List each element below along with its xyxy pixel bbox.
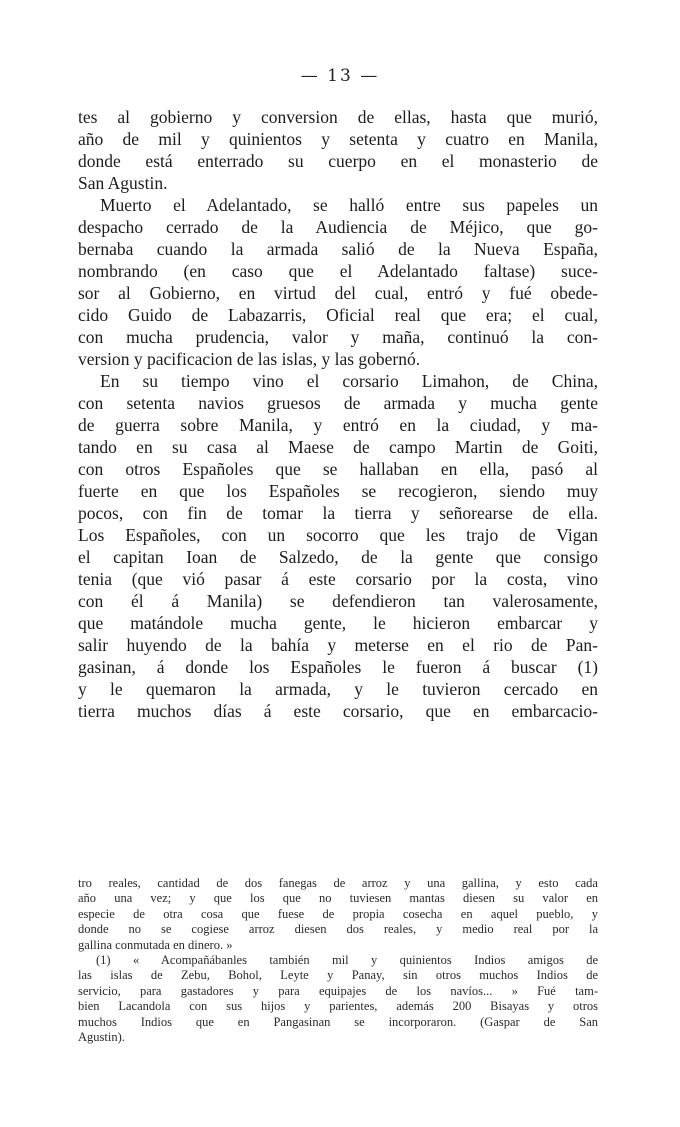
text-line: San Agustin. [78, 173, 168, 193]
text-line: donde está enterrado su cuerpo en el monasterio de [78, 151, 598, 171]
footnote-line: las islas de Zebu, Bohol, Leyte y Panay, sin otros muchos Indios de [78, 968, 598, 983]
text-line: que matándole mucha gente, le hicieron embarcar y [78, 613, 598, 633]
text-line: nombrando (en caso que el Adelantado faltase) suce- [78, 261, 598, 281]
footnote-line: donde no se cogiese arroz diesen dos reales, y medio real por la [78, 922, 598, 937]
footnote-line: especie de otra cosa que fuese de propia cosecha en aquel pueblo, y [78, 906, 598, 921]
text-line: con otros Españoles que se hallaban en ella, pasó al [78, 459, 598, 479]
text-line: version y pacificacion de las islas, y las gobernó. [78, 349, 421, 369]
footnote-line: bien Lacandola con sus hijos y parientes, además 200 Bisayas y otros [78, 999, 598, 1014]
footnote-line: año una vez; y que los que no tuviesen mantas diesen su valor en [78, 891, 598, 906]
footnote-line: servicio, para gastadores y para equipajes de los navíos... » Fué tam- [78, 983, 598, 998]
text-line: tes al gobierno y conversion de ellas, hasta que murió, [78, 107, 598, 127]
text-line: con mucha prudencia, valor y maña, continuó la con- [78, 327, 598, 347]
footnote-line: tro reales, cantidad de dos fanegas de arroz y una gallina, y esto cada [78, 876, 598, 890]
text-line: tando en su casa al Maese de campo Martin de Goiti, [78, 437, 598, 457]
text-line: gasinan, á donde los Españoles le fueron á buscar (1) [78, 657, 598, 677]
footnotes [78, 876, 598, 1045]
text-line: sor al Gobierno, en virtud del cual, entró y fué obede- [78, 283, 598, 303]
text-line: tenia (que vió pasar á este corsario por la costa, vino [78, 569, 598, 589]
footnote-line: gallina conmutada en dinero. » [78, 937, 233, 952]
text-line: y le quemaron la armada, y le tuvieron cercado en [78, 679, 598, 699]
text-line: tierra muchos días á este corsario, que en embarcacio- [78, 701, 598, 721]
text-line: En su tiempo vino el corsario Limahon, de China, [100, 371, 598, 391]
footnote-line: (1) « Acompañábanles también mil y quinientos Indios amigos de [96, 952, 598, 967]
text-line: salir huyendo de la bahía y meterse en el rio de Pan- [78, 635, 598, 655]
text-line: el capitan Ioan de Salzedo, de la gente que consigo [78, 547, 598, 567]
page-number: — 13 — [300, 66, 380, 86]
text-line: pocos, con fin de tomar la tierra y señorearse de ella. [78, 503, 598, 523]
text-line: cido Guido de Labazarris, Oficial real que era; el cual, [78, 305, 598, 325]
text-line: bernaba cuando la armada salió de la Nueva España, [78, 239, 598, 259]
text-line: año de mil y quinientos y setenta y cuatro en Manila, [78, 129, 598, 149]
text-line: Los Españoles, con un socorro que les trajo de Vigan [78, 525, 598, 545]
text-line: despacho cerrado de la Audiencia de Méjico, que go- [78, 217, 598, 237]
footnote-line: Agustin). [78, 1029, 125, 1044]
main-text [78, 106, 598, 722]
text-line: fuerte en que los Españoles se recogieron, siendo muy [78, 481, 598, 501]
text-line: con setenta navios gruesos de armada y mucha gente [78, 393, 598, 413]
footnote-line: muchos Indios que en Pangasinan se incorporaron. (Gaspar de San [78, 1014, 598, 1029]
text-line: Muerto el Adelantado, se halló entre sus papeles un [100, 195, 598, 215]
text-line: con él á Manila) se defendieron tan valerosamente, [78, 591, 598, 611]
text-line: de guerra sobre Manila, y entró en la ciudad, y ma- [78, 415, 598, 435]
